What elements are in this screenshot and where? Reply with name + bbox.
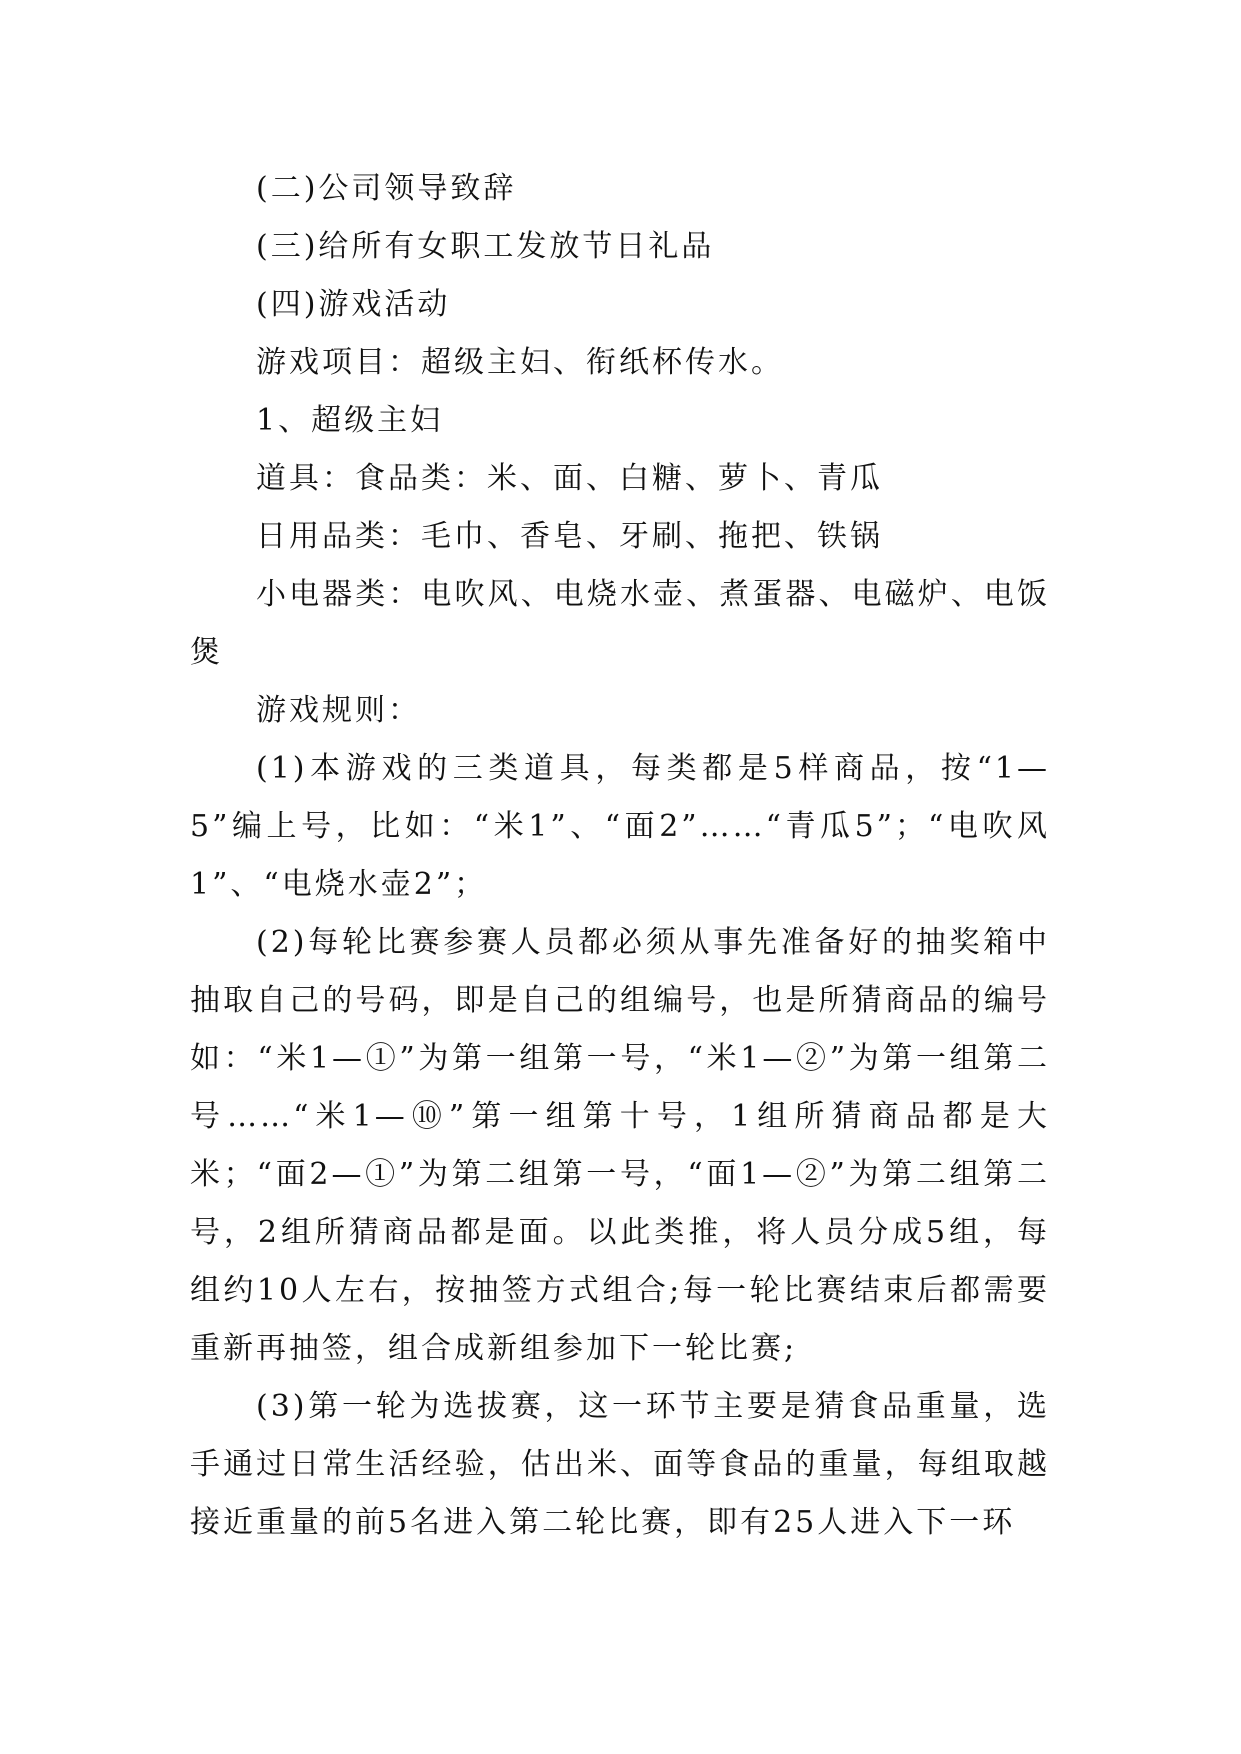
game-items-paragraph: 游戏项目：超级主妇、衔纸杯传水。 [256, 345, 784, 380]
section-heading-gifts: (三)给所有女职工发放节日礼品 [256, 229, 715, 264]
section-heading-games: (四)游戏活动 [256, 287, 451, 322]
props-appliances-paragraph: 小电器类：电吹风、电烧水壶、煮蛋器、电磁炉、电饭煲 [190, 577, 1050, 670]
document-body [190, 160, 1050, 1552]
props-daily-goods-paragraph: 日用品类：毛巾、香皂、牙刷、拖把、铁锅 [256, 519, 883, 554]
rule-1-paragraph: (1)本游戏的三类道具，每类都是5样商品，按“1—5”编上号，比如：“米1”、“面2”……“青瓜5”；“电吹风1”、“电烧水壶2”； [190, 751, 1050, 902]
game-rules-heading: 游戏规则： [256, 693, 421, 728]
props-food-paragraph: 道具：食品类：米、面、白糖、萝卜、青瓜 [256, 461, 883, 496]
rule-2-paragraph: (2)每轮比赛参赛人员都必须从事先准备好的抽奖箱中抽取自己的号码，即是自己的组编号，也是所猜商品的编号如：“米1—①”为第一组第一号，“米1—②”为第一组第二号……“米1—⑩”第一组第十号，1组所猜商品都是大米；“面2—①”为第二组第一号，“面1—②”为第二组第二号，2组所猜商品都是面。以此类推，将人员分成5组，每组约10人左右，按抽签方式组合;每一轮比赛结束后都需要重新再抽签，组合成新组参加下一轮比赛; [190, 925, 1050, 1366]
subheading-super-housewife: 1、超级主妇 [256, 403, 444, 438]
rule-3-paragraph: (3)第一轮为选拔赛，这一环节主要是猜食品重量，选手通过日常生活经验，估出米、面等食品的重量，每组取越接近重量的前5名进入第二轮比赛，即有25人进入下一环 [190, 1389, 1050, 1540]
section-heading-leader-speech: (二)公司领导致辞 [256, 171, 517, 206]
